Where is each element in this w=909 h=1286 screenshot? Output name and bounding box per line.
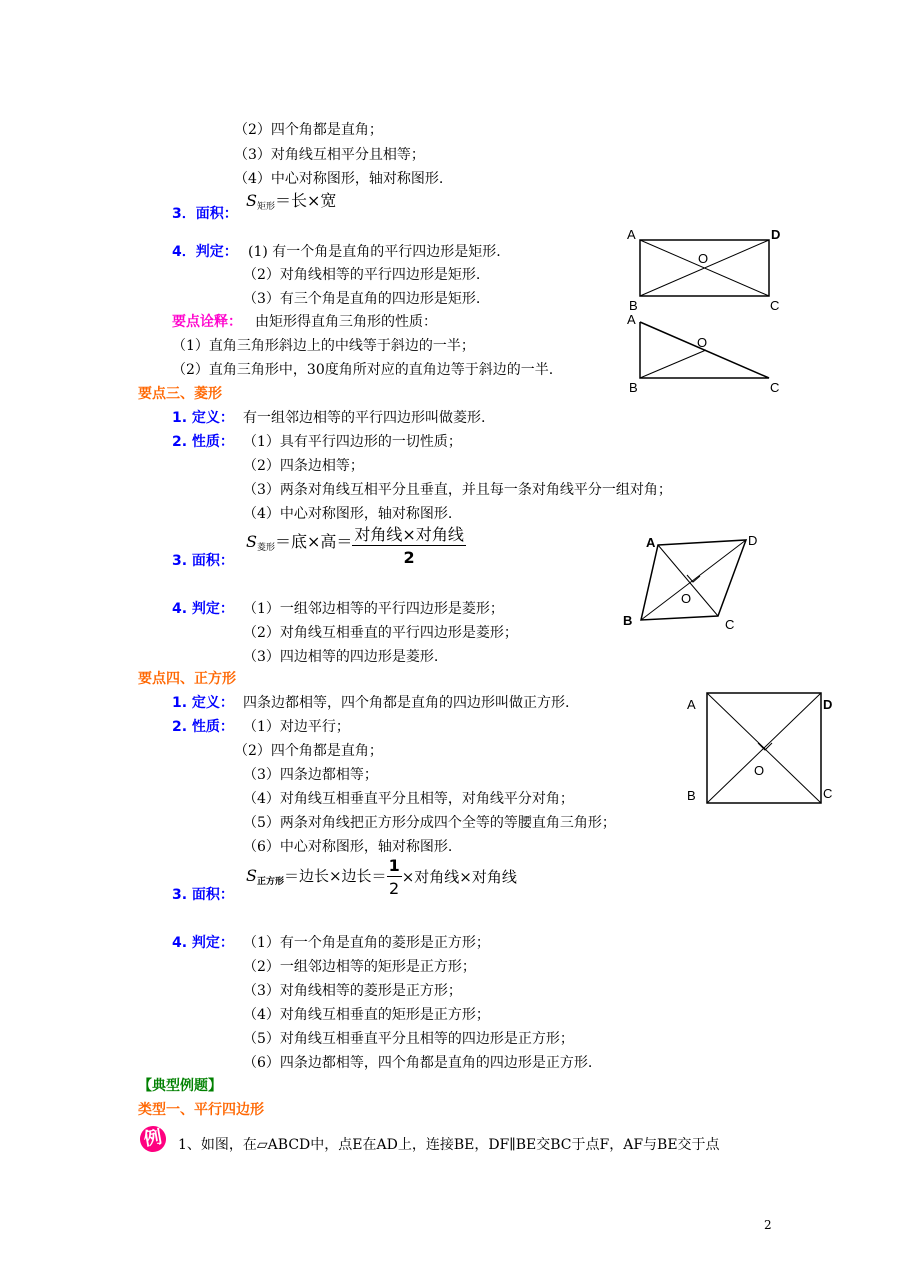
vertex-c-label: C bbox=[823, 786, 833, 801]
vertex-d-label: D bbox=[823, 697, 833, 712]
center-o-label: O bbox=[698, 251, 709, 266]
area-subscript: 矩形 bbox=[256, 202, 275, 212]
examples-heading: 【典型例题】 bbox=[138, 1078, 222, 1094]
median-bo bbox=[640, 350, 706, 378]
center-o-label: O bbox=[754, 763, 765, 778]
fraction-denominator: 2 bbox=[403, 548, 415, 567]
note-intro: 由矩形得直角三角形的性质： bbox=[255, 314, 437, 330]
midpoint-o-label: O bbox=[697, 335, 708, 350]
area-expression: ＝底×高＝ bbox=[274, 532, 353, 551]
rhombus-figure bbox=[615, 525, 775, 635]
example-badge: 例 bbox=[138, 1124, 168, 1154]
example-1-question: 1、如图，在▱ABCD中，点E在AD上，连接BE，DF∥BE交BC于点F，AF与BE交于点 bbox=[178, 1137, 720, 1153]
vertex-c-label: C bbox=[770, 298, 780, 313]
square-judge-6: （6）四条边都相等，四个角都是直角的四边形是正方形. bbox=[243, 1055, 593, 1071]
rhombus-prop-1: （1）具有平行四边形的一切性质； bbox=[243, 434, 462, 450]
rect-judge-label: 4．判定： bbox=[172, 244, 238, 260]
area-subscript: 菱形 bbox=[256, 543, 275, 553]
square-def-label: 1. 定义： bbox=[172, 695, 234, 711]
fraction-numerator: 对角线×对角线 bbox=[354, 525, 464, 544]
rect-judge-3: （3）有三个角是直角的四边形是矩形. bbox=[243, 291, 481, 307]
area-symbol: S bbox=[246, 191, 257, 210]
area-expression: ＝长×宽 bbox=[274, 191, 337, 210]
fraction-denominator: 2 bbox=[389, 879, 400, 898]
rect-judge-1: (1) 有一个角是直角的平行四边形是矩形. bbox=[248, 244, 501, 260]
rect-prop-3: （3）对角线互相平分且相等； bbox=[234, 147, 425, 163]
rhombus-prop-label: 2. 性质： bbox=[172, 434, 234, 450]
square-heading: 要点四、正方形 bbox=[138, 671, 236, 687]
rhombus-def-label: 1. 定义： bbox=[172, 410, 234, 426]
rect-prop-4: （4）中心对称图形，轴对称图形. bbox=[234, 171, 444, 187]
rhombus-judge-label: 4. 判定： bbox=[172, 601, 234, 617]
square-def: 四条边都相等，四个角都是直角的四边形叫做正方形. bbox=[243, 695, 570, 711]
rhombus-judge-1: （1）一组邻边相等的平行四边形是菱形； bbox=[243, 601, 504, 617]
right-triangle-figure bbox=[620, 310, 790, 395]
vertex-a-label: A bbox=[627, 227, 636, 242]
rhombus-prop-3: （3）两条对角线互相平分且垂直，并且每一条对角线平分一组对角； bbox=[243, 482, 672, 498]
rhombus-area-formula bbox=[246, 527, 466, 566]
rectangle-figure bbox=[620, 225, 790, 315]
square-prop-5: （5）两条对角线把正方形分成四个全等的等腰直角三角形； bbox=[243, 815, 616, 831]
page-number: 2 bbox=[764, 1218, 772, 1232]
area-fraction bbox=[387, 858, 402, 897]
vertex-b-label: B bbox=[687, 788, 696, 803]
square-prop-4: （4）对角线互相垂直平分且相等，对角线平分对角； bbox=[243, 791, 574, 807]
rhombus-def: 有一组邻边相等的平行四边形叫做菱形. bbox=[243, 410, 486, 426]
area-expression-tail: ×对角线×对角线 bbox=[401, 868, 517, 886]
rect-judge-2: （2）对角线相等的平行四边形是矩形. bbox=[243, 267, 481, 283]
rect-area-formula bbox=[246, 193, 336, 212]
rhombus-prop-2: （2）四条边相等； bbox=[243, 458, 364, 474]
fraction-numerator: 1 bbox=[388, 856, 400, 875]
vertex-d-label: D bbox=[748, 533, 758, 548]
square-judge-3: （3）对角线相等的菱形是正方形； bbox=[243, 983, 462, 999]
square-judge-4: （4）对角线互相垂直的矩形是正方形； bbox=[243, 1007, 490, 1023]
vertex-c-label: C bbox=[770, 380, 780, 395]
rhombus-judge-3: （3）四边相等的四边形是菱形. bbox=[243, 649, 439, 665]
vertex-a-label: A bbox=[646, 535, 656, 550]
area-subscript: 正方形 bbox=[256, 877, 284, 887]
square-figure bbox=[680, 685, 845, 810]
square-area-label: 3. 面积： bbox=[172, 887, 234, 903]
vertex-b-label: B bbox=[623, 613, 633, 628]
square-judge-1: （1）有一个角是直角的菱形是正方形； bbox=[243, 935, 490, 951]
area-symbol: S bbox=[246, 866, 257, 885]
square-prop-1: （1）对边平行； bbox=[243, 719, 350, 735]
rhombus-heading: 要点三、菱形 bbox=[138, 386, 222, 402]
vertex-a-label: A bbox=[627, 312, 636, 327]
center-o-label: O bbox=[681, 591, 692, 606]
square-prop-6: （6）中心对称图形，轴对称图形. bbox=[243, 839, 453, 855]
vertex-a-label: A bbox=[687, 697, 696, 712]
vertex-b-label: B bbox=[629, 298, 638, 313]
square-prop-2: （2）四个角都是直角； bbox=[234, 743, 383, 759]
vertex-c-label: C bbox=[725, 617, 735, 632]
square-judge-label: 4. 判定： bbox=[172, 935, 234, 951]
note-1: （1）直角三角形斜边上的中线等于斜边的一半； bbox=[172, 338, 475, 354]
area-fraction bbox=[352, 527, 465, 566]
square-judge-5: （5）对角线互相垂直平分且相等的四边形是正方形； bbox=[243, 1031, 574, 1047]
square-judge-2: （2）一组邻边相等的矩形是正方形； bbox=[243, 959, 476, 975]
area-expression: ＝边长×边长＝ bbox=[283, 867, 387, 885]
square-area-formula bbox=[246, 858, 517, 897]
vertex-b-label: B bbox=[629, 380, 638, 395]
rect-prop-2: （2）四个角都是直角； bbox=[234, 122, 383, 138]
rhombus-area-label: 3. 面积： bbox=[172, 553, 234, 569]
rhombus-prop-4: （4）中心对称图形，轴对称图形. bbox=[243, 506, 453, 522]
area-symbol: S bbox=[246, 532, 257, 551]
rect-area-label: 3．面积： bbox=[172, 206, 238, 222]
note-label: 要点诠释： bbox=[172, 314, 242, 330]
type1-heading: 类型一、平行四边形 bbox=[138, 1102, 264, 1118]
rhombus-judge-2: （2）对角线互相垂直的平行四边形是菱形； bbox=[243, 625, 518, 641]
square-prop-3: （3）四条边都相等； bbox=[243, 767, 378, 783]
square-prop-label: 2. 性质： bbox=[172, 719, 234, 735]
note-2: （2）直角三角形中，30度角所对应的直角边等于斜边的一半. bbox=[172, 362, 554, 378]
vertex-d-label: D bbox=[771, 227, 781, 242]
